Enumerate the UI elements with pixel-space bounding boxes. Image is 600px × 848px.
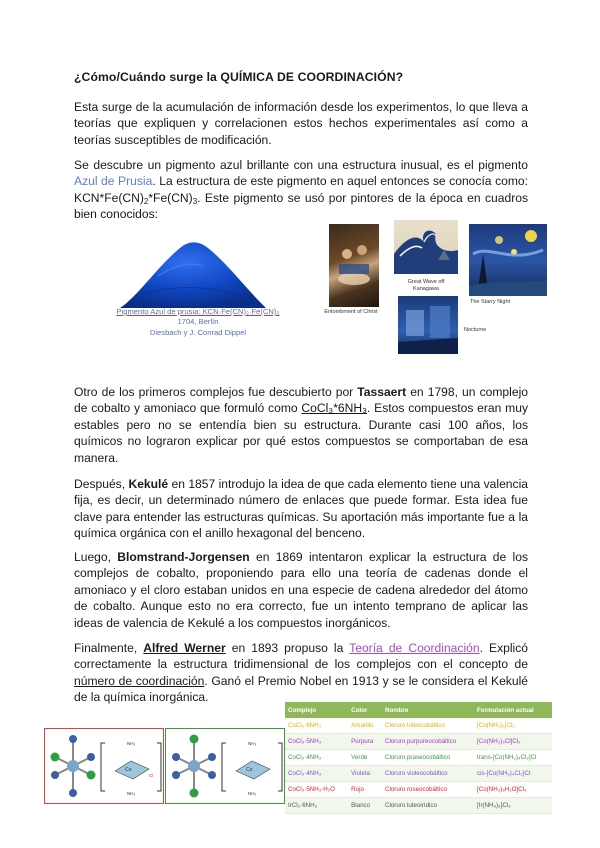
- table-cell: Blanco: [348, 798, 382, 814]
- kekule-paragraph: Después, Kekulé en 1857 introdujo la idea de que cada elemento tiene una valencia fija, es decir, un determinado número de enlaces que puede formar. Esta idea fue clave para entender las estructuras químicas. Su aportación más importante fue a la química orgánica con el anillo hexagonal del benceno.: [74, 477, 528, 541]
- molecule-top-label: NH₃: [248, 741, 257, 746]
- table-row: [285, 718, 552, 734]
- table-header-cell: Complejo: [285, 702, 348, 718]
- table-cell: Cloruro purpureocobáltico: [382, 734, 474, 750]
- table-cell: Cloruro violeocobáltico: [382, 766, 474, 782]
- painting-great-wave: [394, 220, 458, 274]
- table-cell: Verde: [348, 750, 382, 766]
- table-cell: Violeta: [348, 766, 382, 782]
- prussian-blue-link[interactable]: Azul de Prusia: [74, 174, 153, 189]
- table-cell: [Ir(NH₃)₆]Cl₃: [474, 798, 552, 814]
- table-header-cell: Formulación actual: [474, 702, 552, 718]
- table-row: [285, 798, 552, 814]
- table-row: [285, 734, 552, 750]
- table-cell: CoCl₃·5NH₃·H₂O: [285, 782, 348, 798]
- painting-starry-night: [469, 224, 547, 296]
- table-cell: CoCl₃·6NH₃: [285, 718, 348, 734]
- coordination-theory-link[interactable]: Teoría de Coordinación: [349, 641, 480, 655]
- table-cell: [Co(NH₃)₅Cl]Cl₂: [474, 734, 552, 750]
- table-row: [285, 750, 552, 766]
- painting-caption-c: The Starry Night: [470, 299, 511, 305]
- prussian-blue-paragraph: Se descubre un pigmento azul brillante con una estructura inusual, es el pigmento Azul de Prusia. La estructura de este pigmento en aquel entonces se conocía como: $KCN*Fe(CN)_2*Fe(CN)_3$. Este pigmento se usó por pintores de la época en cuadros bien conocidos:: [74, 158, 529, 222]
- pigment-caption: Pigmento Azul de prusia: KCN·Fe(CN)₂·Fe(CN)₃ 1704, Berlín Diesbach y J. Conrad Dippel: [116, 307, 280, 337]
- molecule-cl-label: Cl: [149, 773, 154, 778]
- table-cell: Púrpura: [348, 734, 382, 750]
- werner-paragraph: Finalmente, Alfred Werner en 1893 propuso la Teoría de Coordinación. Explicó correctamente la estructura tridimensional de los complejos con el concepto de número de coordinación. Ganó el Premio Nobel en 1913 y se le considera el Kekulé de la química inorgánica.: [74, 641, 528, 705]
- table-cell: trans-[Co(NH₃)₄Cl₂]Cl: [474, 750, 552, 766]
- table-cell: Cloruro luteoirídico: [382, 798, 474, 814]
- table-row: [285, 782, 552, 798]
- table-header-cell: Color: [348, 702, 382, 718]
- page-title: ¿Cómo/Cuándo surge la QUÍMICA DE COORDINACIÓN?: [74, 70, 404, 84]
- table-cell: CoCl₃·4NH₃: [285, 750, 348, 766]
- complex-structure-image-a: [44, 728, 164, 804]
- painting-caption-d: Nocturne: [464, 327, 487, 333]
- prussian-blue-pigment-image: [118, 236, 268, 310]
- table-cell: IrCl₃·6NH₃: [285, 798, 348, 814]
- table-cell: Rojo: [348, 782, 382, 798]
- table-header-row: [285, 702, 552, 718]
- tassaert-paragraph: Otro de los primeros complejos fue descubierto por Tassaert en 1798, un complejo de cobalto y amoniaco que formuló como CoCl₃*6NH₃. Estos compuestos eran muy estables pero no se entendía bien su estructura. Durante casi 100 años, los químicos no lograron explicar por qué estos compuestos se comportaban de esa manera.: [74, 385, 528, 465]
- table-cell: Cloruro roseocobáltico: [382, 782, 474, 798]
- cobalt-complexes-table: [285, 702, 552, 814]
- table-cell: CoCl₃·4NH₃: [285, 766, 348, 782]
- intro-paragraph: Esta surge de la acumulación de información desde los experimentos, lo que lleva a teorías que expliquen y correlacionen estos hechos experimentales así como a teorías susceptibles de modificación.: [74, 100, 528, 147]
- molecule-top-label: NH₃: [127, 741, 136, 746]
- molecule-center-label: Co: [246, 767, 253, 773]
- table-header-cell: Nombre: [382, 702, 474, 718]
- table-row: [285, 766, 552, 782]
- table-cell: [Co(NH₃)₅H₂O]Cl₃: [474, 782, 552, 798]
- molecule-bottom-label: NH₃: [248, 791, 257, 796]
- table-cell: Cloruro praseocobáltico: [382, 750, 474, 766]
- table-cell: Amarillo: [348, 718, 382, 734]
- table-cell: [Co(NH₃)₆]Cl₃: [474, 718, 552, 734]
- molecule-center-label: Co: [125, 767, 132, 773]
- table-cell: Cloruro luteocobáltico: [382, 718, 474, 734]
- painting-entombment: [329, 224, 379, 307]
- painting-caption-b: Great Wave off Kanagawa: [407, 279, 445, 292]
- complex-structure-image-b: [165, 728, 285, 804]
- molecule-bottom-label: NH₃: [127, 791, 136, 796]
- table-cell: CoCl₃·5NH₃: [285, 734, 348, 750]
- painting-nocturne: [398, 296, 458, 354]
- table-cell: cis-[Co(NH₃)₄Cl₂]Cl: [474, 766, 552, 782]
- blomstrand-paragraph: Luego, Blomstrand-Jorgensen en 1869 intentaron explicar la estructura de los complejos de cobalto, proponiendo para ello una teoría de cadenas donde el amoniaco y el cloro estaban unidos en una especie de cadena alrededor del átomo de cobalto. Aunque esto no era correcto, fue un intento temprano de aplicar las ideas de valencia de Kekulé a los compuestos inorgánicos.: [74, 550, 528, 630]
- painting-caption-a: Entombment of Christ: [324, 309, 378, 315]
